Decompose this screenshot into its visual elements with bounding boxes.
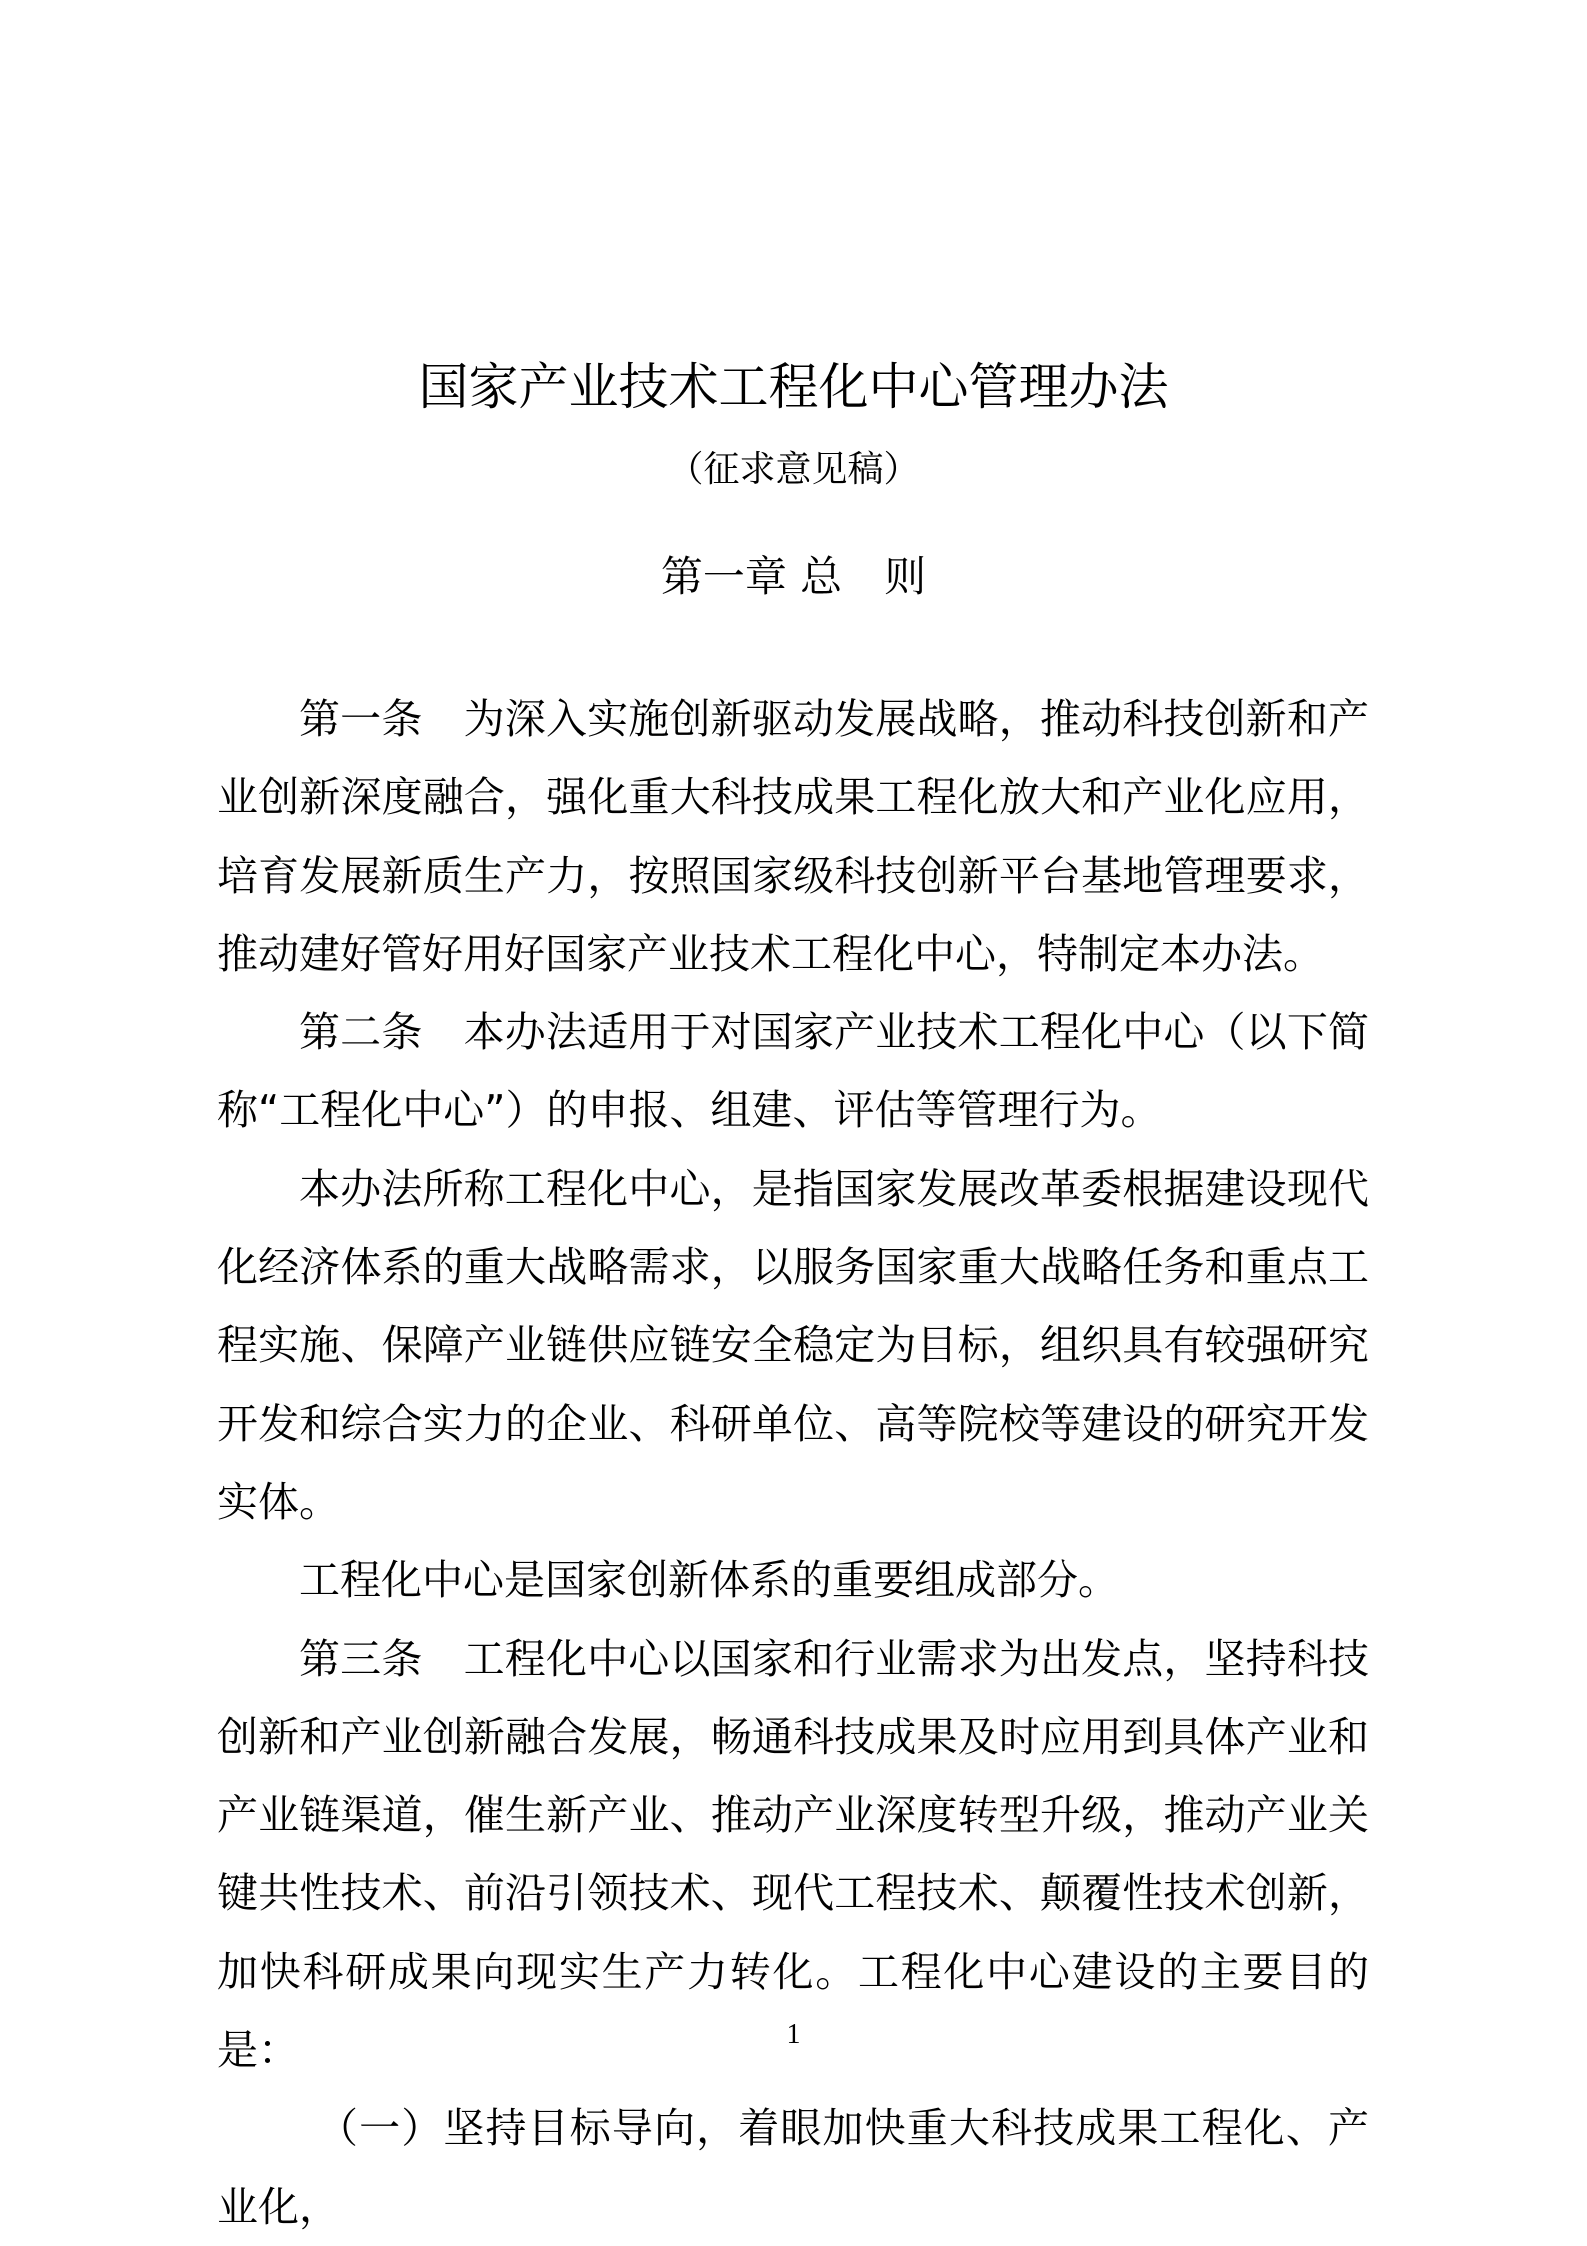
- article-1-paragraph: 第一条 为深入实施创新驱动发展战略，推动科技创新和产业创新深度融合，强化重大科技成果工程化放大和产业化应用，培育发展新质生产力，按照国家级科技创新平台基地管理要求，推动建好管好用好国家产业技术工程化中心，特制定本办法。: [217, 695, 1369, 978]
- chapter-heading: 第一章 总 则: [660, 552, 927, 601]
- system-role-paragraph: 工程化中心是国家创新体系的重要组成部分。: [299, 1556, 1119, 1605]
- article-2-paragraph: 第二条 本办法适用于对国家产业技术工程化中心（以下简称“工程化中心”）的申报、组建、评估等管理行为。: [217, 1008, 1369, 1135]
- document-body: [217, 680, 1369, 2246]
- list-item-1: （一）坚持目标导向，着眼加快重大科技成果工程化、产业化，: [217, 2104, 1369, 2231]
- definition-paragraph: 本办法所称工程化中心，是指国家发展改革委根据建设现代化经济体系的重大战略需求，以服务国家重大战略任务和重点工程实施、保障产业链供应链安全稳定为目标，组织具有较强研究开发和综合实力的企业、科研单位、高等院校等建设的研究开发实体。: [217, 1164, 1369, 1526]
- document-title: 国家产业技术工程化中心管理办法: [418, 358, 1169, 416]
- page-number: 1: [786, 2019, 801, 2050]
- document-subtitle: （征求意见稿）: [667, 449, 920, 490]
- article-3-paragraph: 第三条 工程化中心以国家和行业需求为出发点，坚持科技创新和产业创新融合发展，畅通科技成果及时应用到具体产业和产业链渠道，催生新产业、推动产业深度转型升级，推动产业关键共性技术、前沿引领技术、现代工程技术、颠覆性技术创新，加快科研成果向现实生产力转化。工程化中心建设的主要目的是：: [217, 1634, 1369, 2075]
